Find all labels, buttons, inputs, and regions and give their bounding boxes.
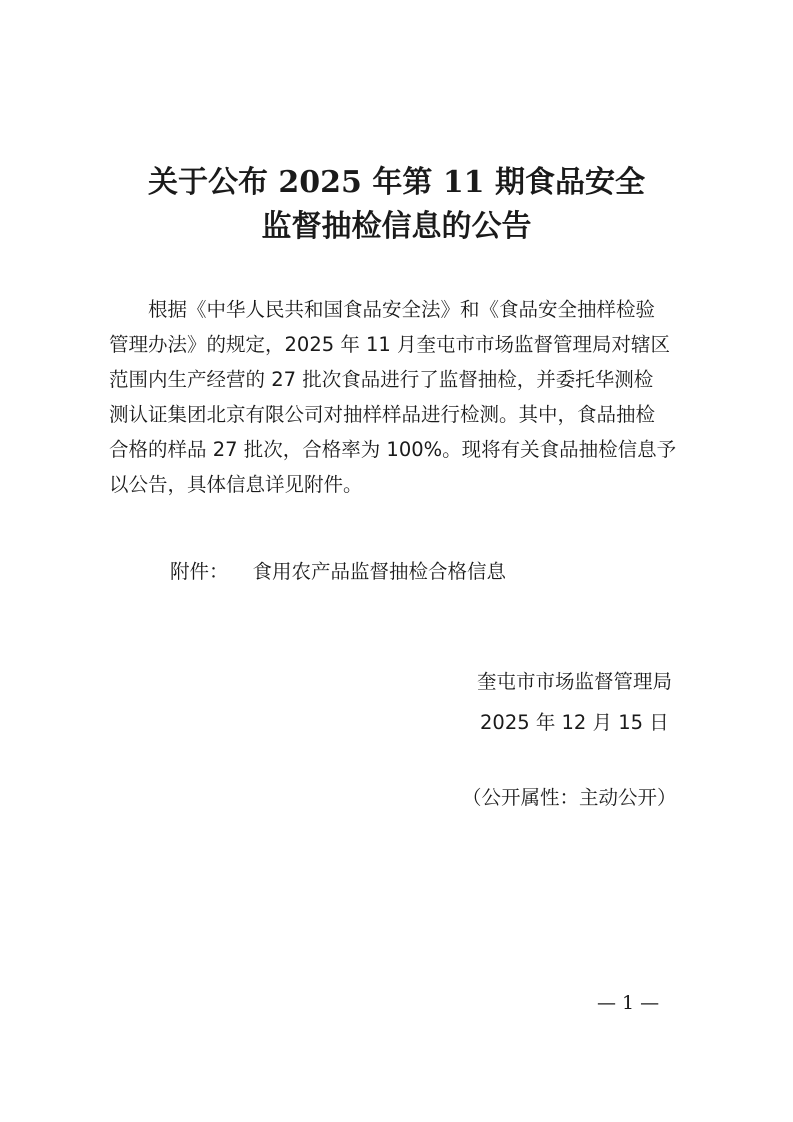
page-number: — 1 — xyxy=(597,992,660,1014)
body-line: 以公告，具体信息详见附件。 xyxy=(109,473,363,496)
body-line: 测认证集团北京有限公司对抽样样品进行检测。其中，食品抽检 xyxy=(109,403,656,426)
attachment-label: 附件： xyxy=(170,560,229,583)
document-title-line-2: 监督抽检信息的公告 xyxy=(261,209,532,244)
public-attribute: （公开属性：主动公开） xyxy=(462,786,677,809)
issue-date: 2025 年 12 月 15 日 xyxy=(480,711,669,734)
body-line: 管理办法》的规定，2025 年 11 月奎屯市市场监督管理局对辖区 xyxy=(109,333,671,356)
body-line: 合格的样品 27 批次，合格率为 100%。现将有关食品抽检信息予 xyxy=(109,438,677,461)
attachment-line xyxy=(170,554,506,589)
document-title-line-1: 关于公布 2025 年第 11 期食品安全 xyxy=(147,165,646,200)
issuer-signature: 奎屯市市场监督管理局 xyxy=(477,670,673,693)
body-paragraph xyxy=(109,292,709,502)
body-line: 范围内生产经营的 27 批次食品进行了监督抽检，并委托华测检 xyxy=(109,368,654,391)
body-line: 根据《中华人民共和国食品安全法》和《食品安全抽样检验 xyxy=(148,298,656,321)
attachment-link[interactable]: 食用农产品监督抽检合格信息 xyxy=(252,560,507,583)
